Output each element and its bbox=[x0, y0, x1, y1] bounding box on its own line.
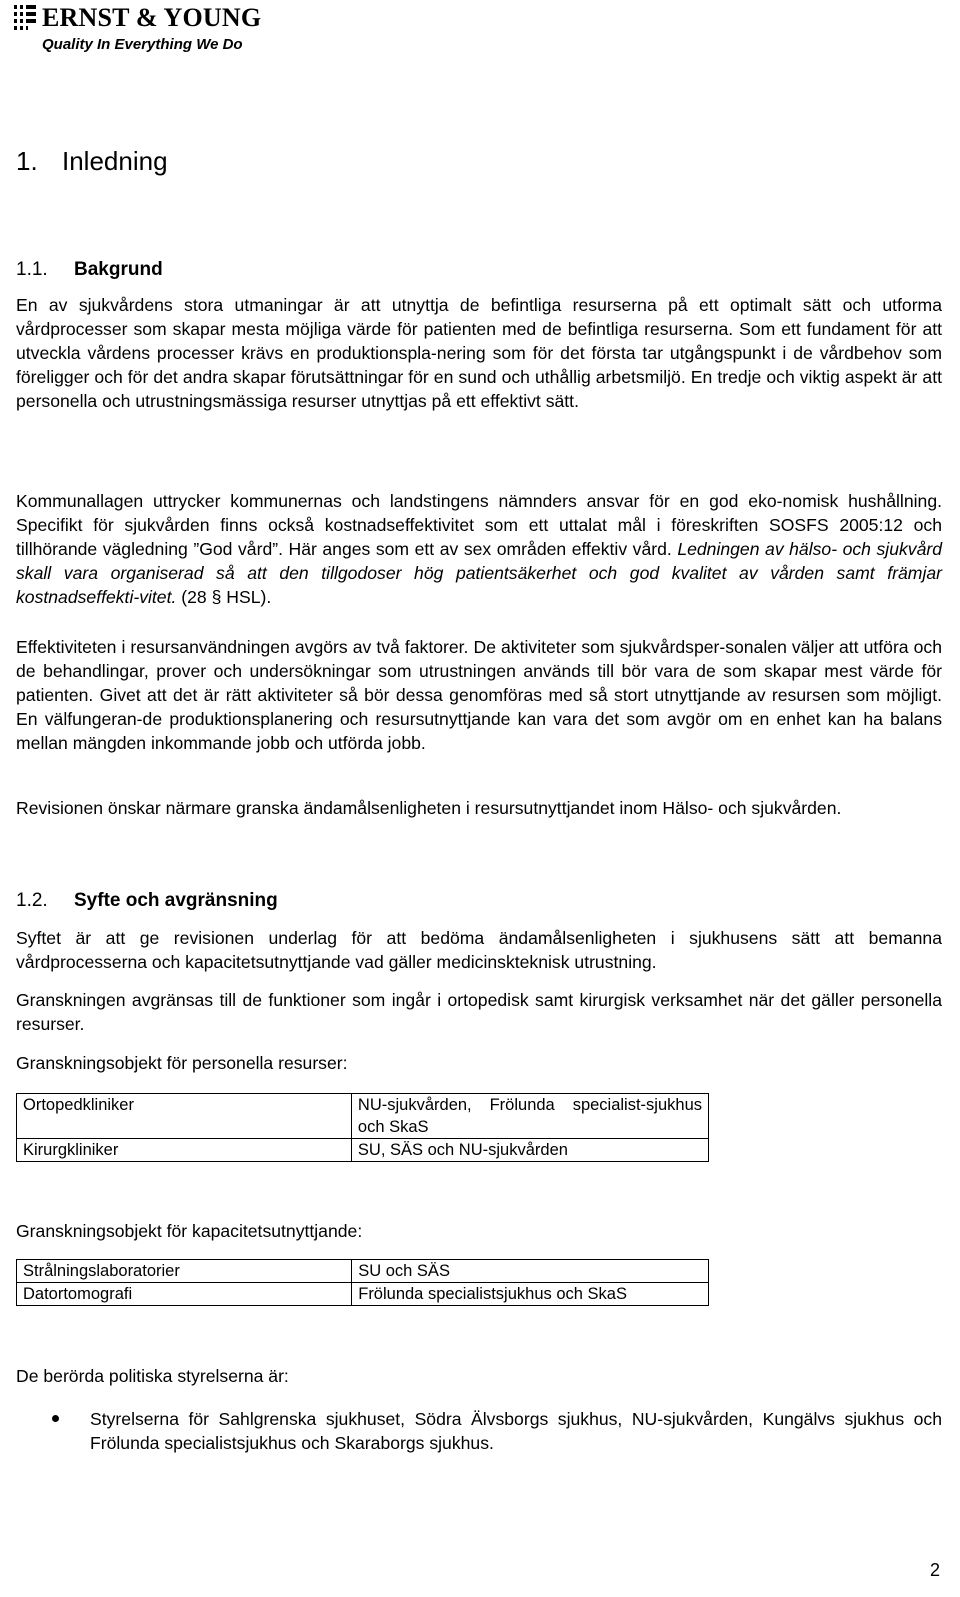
paragraph-background-4: Revisionen önskar närmare granska ändamålsenligheten i resursutnyttjandet inom Hälso- och sjukvården. bbox=[16, 798, 842, 818]
table-cell-hospitals: SU, SÄS och NU-sjukvården bbox=[351, 1139, 708, 1162]
section-title: Syfte och avgränsning bbox=[74, 890, 278, 911]
paragraph-background-1: En av sjukvårdens stora utmaningar är att utnyttja de befintliga resurserna på ett optimalt sätt och utforma vårdprocesser som skapar mesta möjliga värde för patienten med de befintliga resurserna. Som ett fundament för att utveckla vårdens processer krävs en produktionspla-nering som för det första tar utgångspunkt i de vårdbehov som föreligger och för det andra skapar förutsättningar för en sund och uthållig arbetsmiljö. En tredje och viktig aspekt är att personella och utrustningsmässiga resurser utnyttjas på ett effektivt sätt. bbox=[16, 295, 942, 411]
paragraph-background-3: Effektiviteten i resursanvändningen avgörs av två faktorer. De aktiviteter som sjukvårdsper-sonalen väljer att utföra och de behandlingar, prover och undersökningar som utrustningen används till bör vara de som skapar mest värde för patienten. Givet att det är rätt aktiviteter så bör dessa genomföras med så stort utnyttjande av resursen som möjligt. En välfungeran-de produktionsplanering och resursutnyttjande kan vara det som avgör om en enhet kan ha balans mellan mängden inkommande jobb och utförda jobb. bbox=[16, 637, 942, 753]
paragraph-text-end: (28 § HSL). bbox=[176, 587, 272, 607]
bullet-icon bbox=[52, 1415, 59, 1422]
page-number: 2 bbox=[929, 1560, 940, 1580]
capacity-objects-table bbox=[16, 1259, 709, 1306]
logo-company-name: ERNST & YOUNG bbox=[42, 3, 262, 32]
list-item bbox=[16, 1407, 942, 1455]
section-number: 1.1. bbox=[16, 259, 48, 280]
section-heading-1-1 bbox=[16, 259, 163, 281]
section-number: 1. bbox=[16, 146, 38, 176]
table-cell-unit: Ortopedkliniker bbox=[17, 1094, 328, 1139]
table-row bbox=[17, 1283, 709, 1306]
table-cell-hospitals: SU och SÄS bbox=[352, 1260, 709, 1283]
boards-list bbox=[16, 1407, 942, 1455]
table-caption-capacity: Granskningsobjekt för kapacitetsutnyttjande: bbox=[16, 1221, 363, 1241]
section-title: Bakgrund bbox=[74, 259, 163, 280]
ey-bars-logo-icon bbox=[14, 5, 38, 31]
paragraph-purpose-2: Granskningen avgränsas till de funktioner som ingår i ortopedisk samt kirurgisk verksamhet när det gäller personella resurser. bbox=[16, 990, 942, 1034]
table-cell-hospitals: NU-sjukvården, Frölunda specialist-sjukhus och SkaS bbox=[351, 1094, 708, 1139]
personnel-objects-table bbox=[16, 1093, 709, 1162]
paragraph-purpose-1: Syftet är att ge revisionen underlag för att bedöma ändamålsenligheten i sjukhusens sätt att bemanna vårdprocesserna och kapacitetsutnyttjande vad gäller medicinskteknisk utrustning. bbox=[16, 928, 942, 972]
list-item-text: Styrelserna för Sahlgrenska sjukhuset, Södra Älvsborgs sjukhus, NU-sjukvården, Kungälvs sjukhus och Frölunda specialistsjukhus och Skaraborgs sjukhus. bbox=[90, 1409, 942, 1453]
section-title: Inledning bbox=[62, 146, 168, 176]
section-number: 1.2. bbox=[16, 890, 48, 911]
table-cell-unit: Kirurgkliniker bbox=[17, 1139, 328, 1162]
logo-tagline: Quality In Everything We Do bbox=[42, 36, 243, 53]
table-row bbox=[17, 1094, 709, 1139]
paragraph-quote-italic: Ledningen av hälso- och sjukvård skall vara organiserad så att den tillgodoser hög patientsäkerhet och god kvalitet av vården samt främjar kostnadseffekti-vitet. bbox=[16, 539, 943, 607]
section-heading-1 bbox=[16, 146, 168, 177]
table-cell-hospitals: Frölunda specialistsjukhus och SkaS bbox=[352, 1283, 709, 1306]
table-caption-personnel: Granskningsobjekt för personella resurser: bbox=[16, 1053, 348, 1073]
paragraph-background-2 bbox=[16, 489, 942, 609]
table-row bbox=[17, 1260, 709, 1283]
table-cell-unit: Datortomografi bbox=[17, 1283, 328, 1306]
table-cell-unit: Strålningslaboratorier bbox=[17, 1260, 328, 1283]
table-row bbox=[17, 1139, 709, 1162]
boards-caption: De berörda politiska styrelserna är: bbox=[16, 1366, 289, 1386]
paragraph-text: Kommunallagen uttrycker kommunernas och landstingens nämnders ansvar för en god eko-nomisk hushållning. Specifikt för sjukvården finns också kostnadseffektivitet som ett uttalat mål i föreskriften SOSFS 2005:12 och tillhörande vägledning ”God vård”. Här anges som ett av sex områden effektiv vård. bbox=[16, 491, 942, 559]
ernst-young-logo bbox=[14, 3, 274, 55]
section-heading-1-2 bbox=[16, 890, 278, 912]
